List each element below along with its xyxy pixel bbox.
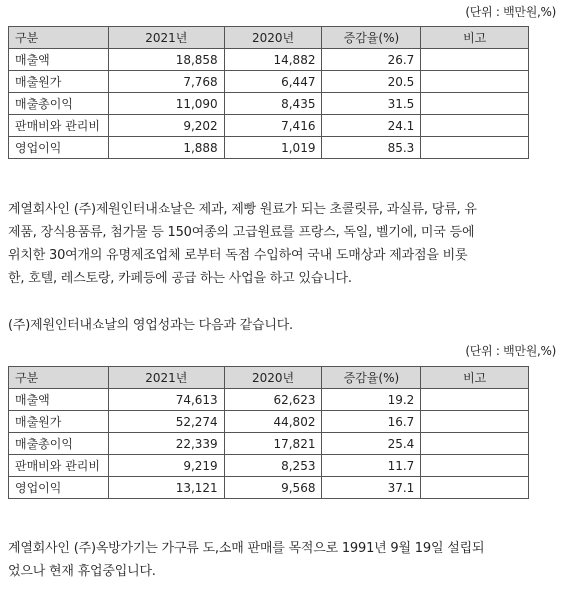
value-2020: 7,416 xyxy=(224,115,322,137)
table-row xyxy=(9,433,529,455)
value-remarks xyxy=(421,389,529,411)
value-change-rate: 11.7 xyxy=(322,455,421,477)
value-remarks xyxy=(421,71,529,93)
paragraph-line: 계열회사인 (주)제원인터내쇼날은 제과, 제빵 원료가 되는 초콜릿류, 과실류, 당류, 유 xyxy=(8,202,477,217)
table-row xyxy=(9,137,529,159)
value-remarks xyxy=(421,433,529,455)
value-2020: 1,019 xyxy=(224,137,322,159)
unit-label-2: (단위 : 백만원,%) xyxy=(465,344,556,358)
value-change-rate: 25.4 xyxy=(322,433,421,455)
row-label: 매출총이익 xyxy=(9,433,109,455)
row-label: 매출액 xyxy=(9,49,109,71)
header-remarks: 비고 xyxy=(421,367,529,389)
value-2021: 52,274 xyxy=(108,411,224,433)
table-row xyxy=(9,455,529,477)
value-2021: 9,219 xyxy=(108,455,224,477)
value-2021: 18,858 xyxy=(108,49,224,71)
value-remarks xyxy=(421,455,529,477)
value-change-rate: 20.5 xyxy=(322,71,421,93)
value-2020: 9,568 xyxy=(224,477,322,499)
value-remarks xyxy=(421,477,529,499)
value-2021: 74,613 xyxy=(108,389,224,411)
financial-table-1 xyxy=(8,26,529,159)
value-2020: 17,821 xyxy=(224,433,322,455)
row-label: 판매비와 관리비 xyxy=(9,455,109,477)
value-change-rate: 31.5 xyxy=(322,93,421,115)
paragraph-line: 위치한 30여개의 유명제조업체 로부터 독점 수입하여 국내 도매상과 제과점을 비롯 xyxy=(8,248,468,263)
value-2020: 6,447 xyxy=(224,71,322,93)
table-row xyxy=(9,115,529,137)
header-remarks: 비고 xyxy=(421,27,529,49)
row-label: 영업이익 xyxy=(9,477,109,499)
value-2021: 22,339 xyxy=(108,433,224,455)
row-label: 매출원가 xyxy=(9,411,109,433)
value-remarks xyxy=(421,115,529,137)
row-label: 영업이익 xyxy=(9,137,109,159)
value-remarks xyxy=(421,137,529,159)
value-remarks xyxy=(421,93,529,115)
header-change-rate: 증감율(%) xyxy=(322,27,421,49)
value-change-rate: 85.3 xyxy=(322,137,421,159)
value-change-rate: 37.1 xyxy=(322,477,421,499)
paragraph-subsidiary-okbang xyxy=(8,537,553,583)
value-2020: 8,435 xyxy=(224,93,322,115)
value-2020: 14,882 xyxy=(224,49,322,71)
row-label: 매출총이익 xyxy=(9,93,109,115)
header-category: 구분 xyxy=(9,27,109,49)
paragraph-line: 한, 호텔, 레스토랑, 카페등에 공급 하는 사업을 하고 있습니다. xyxy=(8,271,352,286)
value-2021: 1,888 xyxy=(108,137,224,159)
value-change-rate: 16.7 xyxy=(322,411,421,433)
row-label: 매출액 xyxy=(9,389,109,411)
paragraph-line: 었으나 현재 휴업중입니다. xyxy=(8,564,156,579)
table-header-row xyxy=(9,27,529,49)
header-2020: 2020년 xyxy=(224,367,322,389)
table-header-row xyxy=(9,367,529,389)
table-row xyxy=(9,477,529,499)
value-2021: 7,768 xyxy=(108,71,224,93)
value-change-rate: 24.1 xyxy=(322,115,421,137)
value-remarks xyxy=(421,411,529,433)
value-2021: 11,090 xyxy=(108,93,224,115)
header-category: 구분 xyxy=(9,367,109,389)
table-row xyxy=(9,389,529,411)
table-row xyxy=(9,49,529,71)
header-2021: 2021년 xyxy=(108,367,224,389)
value-2020: 8,253 xyxy=(224,455,322,477)
paragraph-line: 계열회사인 (주)옥방가기는 가구류 도,소매 판매를 목적으로 1991년 9월 19일 설립되 xyxy=(8,541,485,556)
value-2020: 44,802 xyxy=(224,411,322,433)
value-2020: 62,623 xyxy=(224,389,322,411)
table-row xyxy=(9,411,529,433)
value-remarks xyxy=(421,49,529,71)
header-2021: 2021년 xyxy=(108,27,224,49)
value-2021: 13,121 xyxy=(108,477,224,499)
value-2021: 9,202 xyxy=(108,115,224,137)
financial-table-2 xyxy=(8,366,529,499)
row-label: 매출원가 xyxy=(9,71,109,93)
table-row xyxy=(9,93,529,115)
header-change-rate: 증감율(%) xyxy=(322,367,421,389)
value-change-rate: 19.2 xyxy=(322,389,421,411)
table-row xyxy=(9,71,529,93)
paragraph-performance-intro: (주)제원인터내쇼날의 영업성과는 다음과 같습니다. xyxy=(8,318,293,333)
header-2020: 2020년 xyxy=(224,27,322,49)
unit-label-1: (단위 : 백만원,%) xyxy=(465,5,556,19)
paragraph-subsidiary-jewon xyxy=(8,198,553,290)
value-change-rate: 26.7 xyxy=(322,49,421,71)
row-label: 판매비와 관리비 xyxy=(9,115,109,137)
paragraph-line: 제품, 장식용품류, 첨가물 등 150여종의 고급원료를 프랑스, 독일, 벨기에, 미국 등에 xyxy=(8,225,475,240)
